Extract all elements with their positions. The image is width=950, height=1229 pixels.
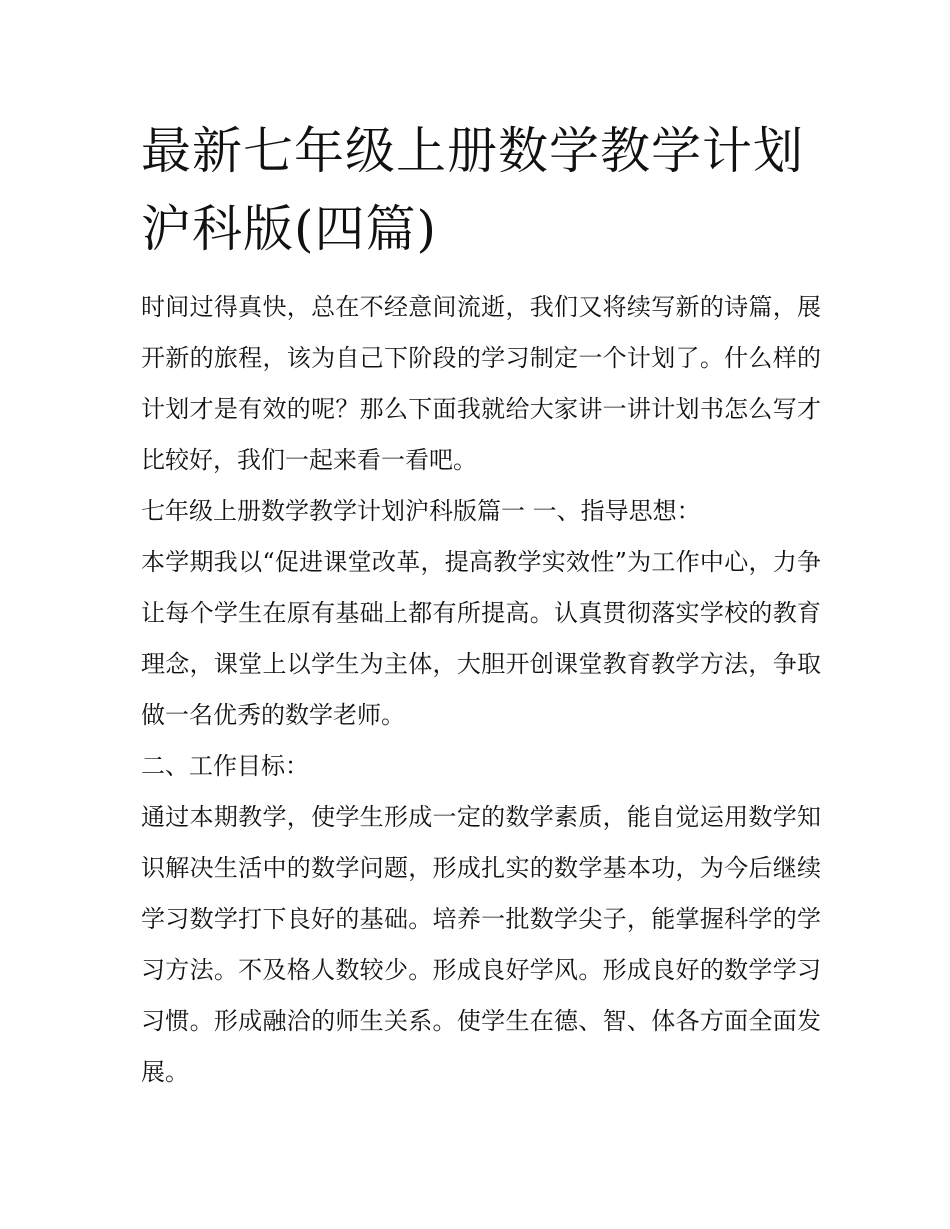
paragraph-intro: 时间过得真快，总在不经意间流逝，我们又将续写新的诗篇，展开新的旅程，该为自己下阶段的学习制定一个计划了。什么样的计划才是有效的呢？那么下面我就给大家讲一讲计划书怎么写才比较好，我们一起来看一看吧。	[141, 293, 821, 474]
document-title: 最新七年级上册数学教学计划沪科版(四篇)	[141, 122, 804, 258]
paragraph-guiding-ideas: 本学期我以“促进课堂改革，提高教学实效性”为工作中心，力争让每个学生在原有基础上都有所提高。认真贯彻落实学校的教育理念，课堂上以学生为主体，大胆开创课堂教育教学方法，争取做一名优秀的数学老师。	[141, 548, 821, 729]
document-page	[141, 112, 821, 1098]
paragraph-section-one-heading: 七年级上册数学教学计划沪科版篇一 一、指导思想：	[141, 497, 701, 525]
paragraph-work-goals: 通过本期教学，使学生形成一定的数学素质，能自觉运用数学知识解决生活中的数学问题，形成扎实的数学基本功，为今后继续学习数学打下良好的基础。培养一批数学尖子，能掌握科学的学习方法。不及格人数较少。形成良好学风。形成良好的数学学习习惯。形成融洽的师生关系。使学生在德、智、体各方面全面发展。	[141, 803, 821, 1086]
paragraph-section-two-heading: 二、工作目标：	[141, 752, 309, 780]
